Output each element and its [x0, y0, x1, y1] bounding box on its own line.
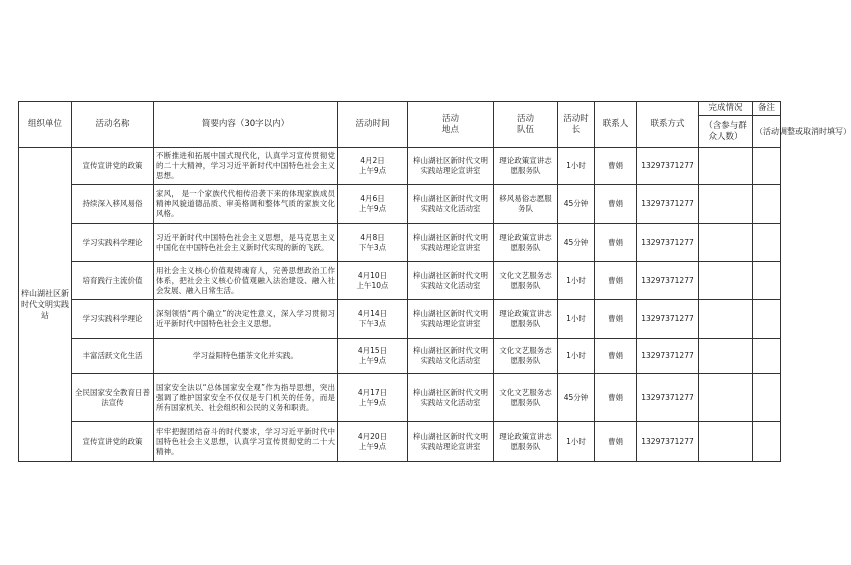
activity-name-cell: 丰富活跃文化生活	[72, 339, 154, 374]
remarks-cell	[753, 339, 781, 374]
team-cell: 理论政策宣讲志愿服务队	[494, 422, 558, 462]
header-team: 活动 队伍	[494, 102, 558, 148]
contact-cell: 曹娟	[595, 148, 637, 185]
date-text: 4月2日	[360, 156, 385, 165]
remarks-cell	[753, 262, 781, 300]
completion-cell	[699, 422, 753, 462]
completion-cell	[699, 148, 753, 185]
content-cell: 家风， 是一个家族代代相传沿袭下来的体现家族成员精神风貌道德品质、审美格调和整体气质的家族文化风格。	[154, 185, 338, 224]
remarks-cell	[753, 422, 781, 462]
place-cell: 梓山湖社区新时代文明实践站文化活动室	[408, 185, 494, 224]
time-cell	[338, 224, 408, 262]
duration-cell: 1小时	[558, 422, 595, 462]
date-text: 4月20日	[357, 431, 388, 441]
header-name: 活动名称	[72, 102, 154, 148]
completion-cell	[699, 224, 753, 262]
activity-name-cell: 全民国家安全教育日普法宣传	[72, 374, 154, 422]
activity-name-cell: 持续深入移风易俗	[72, 185, 154, 224]
content-cell: 国家安全法以“总体国家安全观”作为指导思想，突出强调了维护国家安全不仅仅是专门机关的任务，而是所有国家机关、社会组织和公民的义务和职责。	[154, 374, 338, 422]
duration-cell: 1小时	[558, 339, 595, 374]
duration-cell: 1小时	[558, 300, 595, 339]
phone-cell: 13297371277	[637, 374, 699, 422]
time-cell	[338, 148, 408, 185]
time-cell	[338, 422, 408, 462]
content-cell: 不断推进和拓展中国式现代化，认真学习宣传贯彻党的二十大精神，学习习近平新时代中国特色社会主义思想。	[154, 148, 338, 185]
time-cell	[338, 185, 408, 224]
table-row	[19, 300, 781, 339]
hour-text: 上午10点	[356, 280, 389, 290]
phone-cell: 13297371277	[637, 300, 699, 339]
hour-text: 上午9点	[358, 441, 387, 451]
phone-cell: 13297371277	[637, 148, 699, 185]
date-text: 4月10日	[357, 270, 388, 280]
completion-cell	[699, 300, 753, 339]
table-row	[19, 374, 781, 422]
contact-cell: 曹娟	[595, 300, 637, 339]
remarks-cell	[753, 224, 781, 262]
time-cell	[338, 374, 408, 422]
date-text: 4月6日	[360, 194, 385, 203]
phone-cell: 13297371277	[637, 422, 699, 462]
team-cell: 移风易俗志愿服务队	[494, 185, 558, 224]
duration-cell: 45分钟	[558, 185, 595, 224]
place-cell: 梓山湖社区新时代文明实践站文化活动室	[408, 262, 494, 300]
header-duration: 活动时长	[558, 102, 595, 148]
activity-name-cell: 宣传宣讲党的政策	[72, 148, 154, 185]
place-cell: 梓山湖社区新时代文明实践站理论宣讲室	[408, 422, 494, 462]
hour-text: 上午9点	[358, 397, 387, 407]
phone-cell: 13297371277	[637, 185, 699, 224]
table-row	[19, 339, 781, 374]
completion-cell	[699, 262, 753, 300]
hour-text: 上午9点	[358, 166, 387, 175]
completion-cell	[699, 374, 753, 422]
remarks-cell	[753, 148, 781, 185]
contact-cell: 曹娟	[595, 422, 637, 462]
remarks-cell	[753, 300, 781, 339]
contact-cell: 曹娟	[595, 224, 637, 262]
completion-cell	[699, 339, 753, 374]
remarks-cell	[753, 374, 781, 422]
time-cell	[338, 339, 408, 374]
team-cell: 文化文艺服务志愿服务队	[494, 339, 558, 374]
contact-cell: 曹娟	[595, 374, 637, 422]
phone-cell: 13297371277	[637, 224, 699, 262]
table-header	[19, 102, 851, 148]
table-row	[19, 185, 781, 224]
phone-cell: 13297371277	[637, 339, 699, 374]
date-text: 4月15日	[357, 346, 388, 355]
header-phone: 联系方式	[637, 102, 699, 148]
activity-name-cell: 学习实践科学理论	[72, 300, 154, 339]
header-content: 简要内容（30字以内）	[154, 102, 338, 148]
date-text: 4月14日	[357, 309, 388, 318]
time-cell	[338, 262, 408, 300]
place-cell: 梓山湖社区新时代文明实践站理论宣讲室	[408, 148, 494, 185]
activity-table	[18, 101, 851, 462]
team-cell: 理论政策宣讲志愿服务队	[494, 148, 558, 185]
header-completion-sub: （含参与群众人数）	[699, 116, 753, 148]
content-cell: 深刻领悟“两个确立”的决定性意义，深入学习贯彻习近平新时代中国特色社会主义思想。	[154, 300, 338, 339]
org-cell: 梓山湖社区新时代文明实践站	[19, 148, 72, 462]
table-row	[19, 148, 781, 185]
hour-text: 下午3点	[358, 242, 387, 252]
table-row	[19, 422, 781, 462]
time-cell	[338, 300, 408, 339]
team-cell: 理论政策宣讲志愿服务队	[494, 224, 558, 262]
content-cell: 习近平新时代中国特色社会主义思想，是马克思主义中国化在中国特色社会主义新时代实现的新的飞跃。	[154, 224, 338, 262]
content-cell: 用社会主义核心价值观铸魂育人，完善思想政治工作体系，把社会主义核心价值观融入法治建设、融入社会发展、融入日常生活。	[154, 262, 338, 300]
header-contact: 联系人	[595, 102, 637, 148]
header-time: 活动时间	[338, 102, 408, 148]
place-cell: 梓山湖社区新时代文明实践站文化活动室	[408, 374, 494, 422]
duration-cell: 1小时	[558, 262, 595, 300]
duration-cell: 1小时	[558, 148, 595, 185]
date-text: 4月17日	[357, 387, 388, 397]
remarks-cell	[753, 185, 781, 224]
header-remarks-sub: （活动调整或取消时填写）	[753, 116, 781, 148]
header-place: 活动 地点	[408, 102, 494, 148]
duration-cell: 45分钟	[558, 224, 595, 262]
table-row	[19, 262, 781, 300]
activity-schedule-sheet	[18, 101, 851, 462]
contact-cell: 曹娟	[595, 185, 637, 224]
contact-cell: 曹娟	[595, 262, 637, 300]
date-text: 4月8日	[360, 232, 385, 242]
hour-text: 上午9点	[358, 356, 387, 365]
place-cell: 梓山湖社区新时代文明实践站理论宣讲室	[408, 300, 494, 339]
team-cell: 文化文艺服务志愿服务队	[494, 374, 558, 422]
table-row	[19, 224, 781, 262]
activity-name-cell: 宣传宣讲党的政策	[72, 422, 154, 462]
hour-text: 下午3点	[358, 319, 387, 328]
contact-cell: 曹娟	[595, 339, 637, 374]
content-cell: 学习益阳特色擂茶文化并实践。	[154, 339, 338, 374]
activity-name-cell: 学习实践科学理论	[72, 224, 154, 262]
hour-text: 上午9点	[358, 204, 387, 213]
header-remarks: 备注	[753, 102, 781, 116]
activity-name-cell: 培育践行主流价值	[72, 262, 154, 300]
phone-cell: 13297371277	[637, 262, 699, 300]
place-cell: 梓山湖社区新时代文明实践站文化活动室	[408, 339, 494, 374]
content-cell: 牢牢把握团结奋斗的时代要求，学习习近平新时代中国特色社会主义思想，认真学习宣传贯彻党的二十大精神。	[154, 422, 338, 462]
team-cell: 理论政策宣讲志愿服务队	[494, 300, 558, 339]
header-completion: 完成情况	[699, 102, 753, 116]
table-body	[19, 148, 781, 462]
duration-cell: 45分钟	[558, 374, 595, 422]
team-cell: 文化文艺服务志愿服务队	[494, 262, 558, 300]
place-cell: 梓山湖社区新时代文明实践站理论宣讲室	[408, 224, 494, 262]
header-org: 组织单位	[19, 102, 72, 148]
completion-cell	[699, 185, 753, 224]
